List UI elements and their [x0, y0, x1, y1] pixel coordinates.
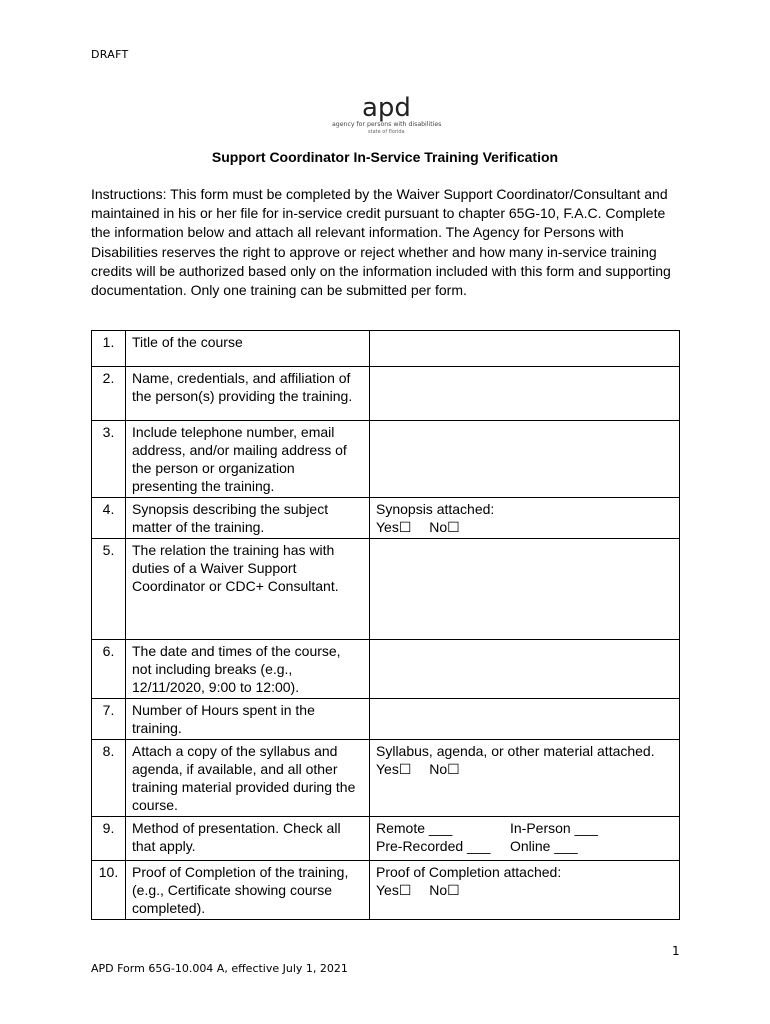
presentation-method-response: [370, 817, 680, 861]
table-row: [92, 539, 680, 640]
syllabus-response: [370, 740, 680, 817]
row-number: 8.: [92, 740, 126, 817]
synopsis-yes-checkbox[interactable]: Yes☐: [376, 519, 412, 535]
row-number: 5.: [92, 539, 126, 640]
syllabus-attached-label: Syllabus, agenda, or other material attached.: [376, 743, 655, 759]
in-person-option[interactable]: In-Person ___: [510, 820, 598, 836]
table-row: [92, 740, 680, 817]
draft-label: DRAFT: [91, 48, 129, 61]
relation-field[interactable]: [370, 539, 680, 640]
row-description: Proof of Completion of the training, (e.g., Certificate showing course completed).: [126, 861, 370, 920]
date-times-field[interactable]: [370, 640, 680, 699]
prerecorded-option[interactable]: Pre-Recorded ___: [376, 838, 491, 854]
row-number: 6.: [92, 640, 126, 699]
row-description: Title of the course: [126, 331, 370, 367]
table-row: [92, 699, 680, 740]
row-description: Attach a copy of the syllabus and agenda, if available, and all other training material provided during the course.: [126, 740, 370, 817]
proof-no-checkbox[interactable]: No☐: [429, 882, 460, 898]
logo-tagline-2: state of florida: [368, 129, 405, 135]
table-row: [92, 331, 680, 367]
proof-yes-checkbox[interactable]: Yes☐: [376, 882, 412, 898]
table-row: [92, 367, 680, 421]
table-row: [92, 817, 680, 861]
page-number: 1: [672, 944, 680, 958]
logo-tagline: agency for persons with disabilities: [332, 121, 442, 128]
synopsis-response: [370, 498, 680, 539]
syllabus-yes-checkbox[interactable]: Yes☐: [376, 761, 412, 777]
presenter-name-field[interactable]: [370, 367, 680, 421]
remote-option[interactable]: Remote ___: [376, 820, 453, 836]
synopsis-attached-label: Synopsis attached:: [376, 501, 495, 517]
row-description: Number of Hours spent in the training.: [126, 699, 370, 740]
form-title: Support Coordinator In-Service Training Verification: [211, 149, 559, 165]
row-number: 3.: [92, 421, 126, 498]
instructions-paragraph: Instructions: This form must be completed by the Waiver Support Coordinator/Consultant and maintained in his or her file for in-service credit pursuant to chapter 65G-10, F.A.C. Complete the information below and attach all relevant information. The Agency for Persons with Disabilities reserves the right to approve or reject whether and how many in-service training credits will be authorized based only on the information included with this form and supporting documentation. Only one training can be submitted per form.: [91, 186, 671, 299]
proof-response: [370, 861, 680, 920]
row-number: 2.: [92, 367, 126, 421]
row-description: Method of presentation. Check all that apply.: [126, 817, 370, 861]
table-row: [92, 421, 680, 498]
table-row: [92, 640, 680, 699]
syllabus-no-checkbox[interactable]: No☐: [429, 761, 460, 777]
row-number: 1.: [92, 331, 126, 367]
logo-wordmark: apd: [362, 93, 411, 123]
row-description: Synopsis describing the subject matter of the training.: [126, 498, 370, 539]
course-title-field[interactable]: [370, 331, 680, 367]
form-footer: APD Form 65G-10.004 A, effective July 1, 2021: [91, 962, 348, 975]
row-number: 10.: [92, 861, 126, 920]
table-row: [92, 861, 680, 920]
row-description: The relation the training has with duties of a Waiver Support Coordinator or CDC+ Consultant.: [126, 539, 370, 640]
row-number: 9.: [92, 817, 126, 861]
online-option[interactable]: Online ___: [510, 838, 578, 854]
training-form-table: [91, 330, 680, 920]
hours-field[interactable]: [370, 699, 680, 740]
proof-attached-label: Proof of Completion attached:: [376, 864, 562, 880]
apd-logo: [328, 92, 448, 136]
row-description: The date and times of the course, not including breaks (e.g., 12/11/2020, 9:00 to 12:00).: [126, 640, 370, 699]
row-number: 7.: [92, 699, 126, 740]
row-description: Name, credentials, and affiliation of the person(s) providing the training.: [126, 367, 370, 421]
row-number: 4.: [92, 498, 126, 539]
synopsis-no-checkbox[interactable]: No☐: [429, 519, 460, 535]
presenter-contact-field[interactable]: [370, 421, 680, 498]
table-row: [92, 498, 680, 539]
row-description: Include telephone number, email address, and/or mailing address of the person or organization presenting the training.: [126, 421, 370, 498]
